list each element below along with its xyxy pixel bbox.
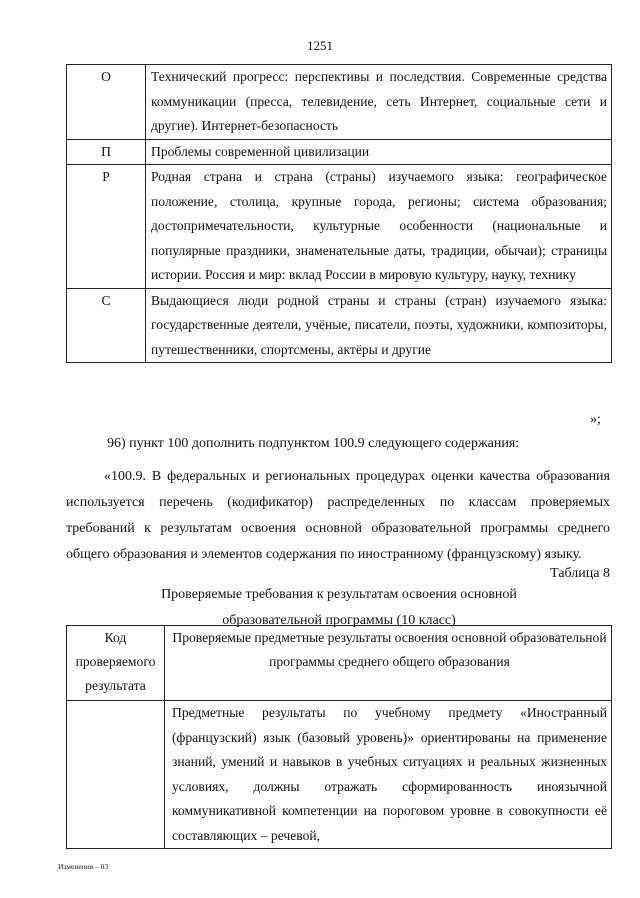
table-row bbox=[67, 139, 612, 165]
page-number: 1251 bbox=[307, 38, 333, 53]
table-label: Таблица 8 bbox=[550, 566, 610, 581]
closing-quote: »; bbox=[590, 412, 601, 427]
row-code bbox=[67, 701, 165, 849]
requirements-table bbox=[66, 625, 612, 849]
footer-note: Изменения – 03 bbox=[58, 862, 109, 871]
content-topics-table bbox=[66, 64, 612, 363]
row-code: П bbox=[67, 139, 146, 165]
table-title-line-1: Проверяемые требования к результатам освоения основной bbox=[161, 587, 517, 602]
row-code: О bbox=[67, 65, 146, 140]
paragraph-100-9: «100.9. В федеральных и региональных процедурах оценки качества образования используется перечень (кодификатор) распределенных по классам проверяемых требований к результатам освоения основной образовательной программы среднего общего образования и элементов содержания по иностранному (французскому) языку. bbox=[66, 469, 610, 562]
table-header-row bbox=[67, 626, 612, 701]
row-text: Предметные результаты по учебному предмету «Иностранный (французский) язык (базовый уровень)» ориентированы на применение знаний, умений и навыков в учебных ситуациях и реальных жизненных условиях, должны отражать сформированность иноязычной коммуникативной компетенции на пороговом уровне в совокупности её составляющих – речевой, bbox=[165, 701, 612, 849]
row-text: Проблемы современной цивилизации bbox=[146, 139, 612, 165]
header-code: Код проверяемого результата bbox=[67, 626, 165, 701]
table-title-line-2: образовательной программы (10 класс) bbox=[222, 613, 456, 628]
row-code: С bbox=[67, 288, 146, 363]
table-row bbox=[67, 701, 612, 849]
table-row bbox=[67, 288, 612, 363]
row-text: Выдающиеся люди родной страны и страны (стран) изучаемого языка: государственные деятели, учёные, писатели, поэты, художники, композиторы, путешественники, спортсмены, актёры и другие bbox=[146, 288, 612, 363]
row-text: Родная страна и страна (страны) изучаемого языка: географическое положение, столица, крупные города, регионы; система образования; достопримечательности, культурные особенности (национальные и популярные праздники, знаменательные даты, традиции, обычаи); страницы истории. Россия и мир: вклад России в мировую культуру, науку, технику bbox=[146, 165, 612, 289]
row-code: Р bbox=[67, 165, 146, 289]
header-results: Проверяемые предметные результаты освоения основной образовательной программы среднего общего образования bbox=[165, 626, 612, 701]
paragraph-96: 96) пункт 100 дополнить подпунктом 100.9 следующего содержания: bbox=[107, 436, 520, 451]
table-row bbox=[67, 165, 612, 289]
row-text: Технический прогресс: перспективы и последствия. Современные средства коммуникации (пресса, телевидение, сеть Интернет, социальные сети и другие). Интернет-безопасность bbox=[146, 65, 612, 140]
table-row bbox=[67, 65, 612, 140]
